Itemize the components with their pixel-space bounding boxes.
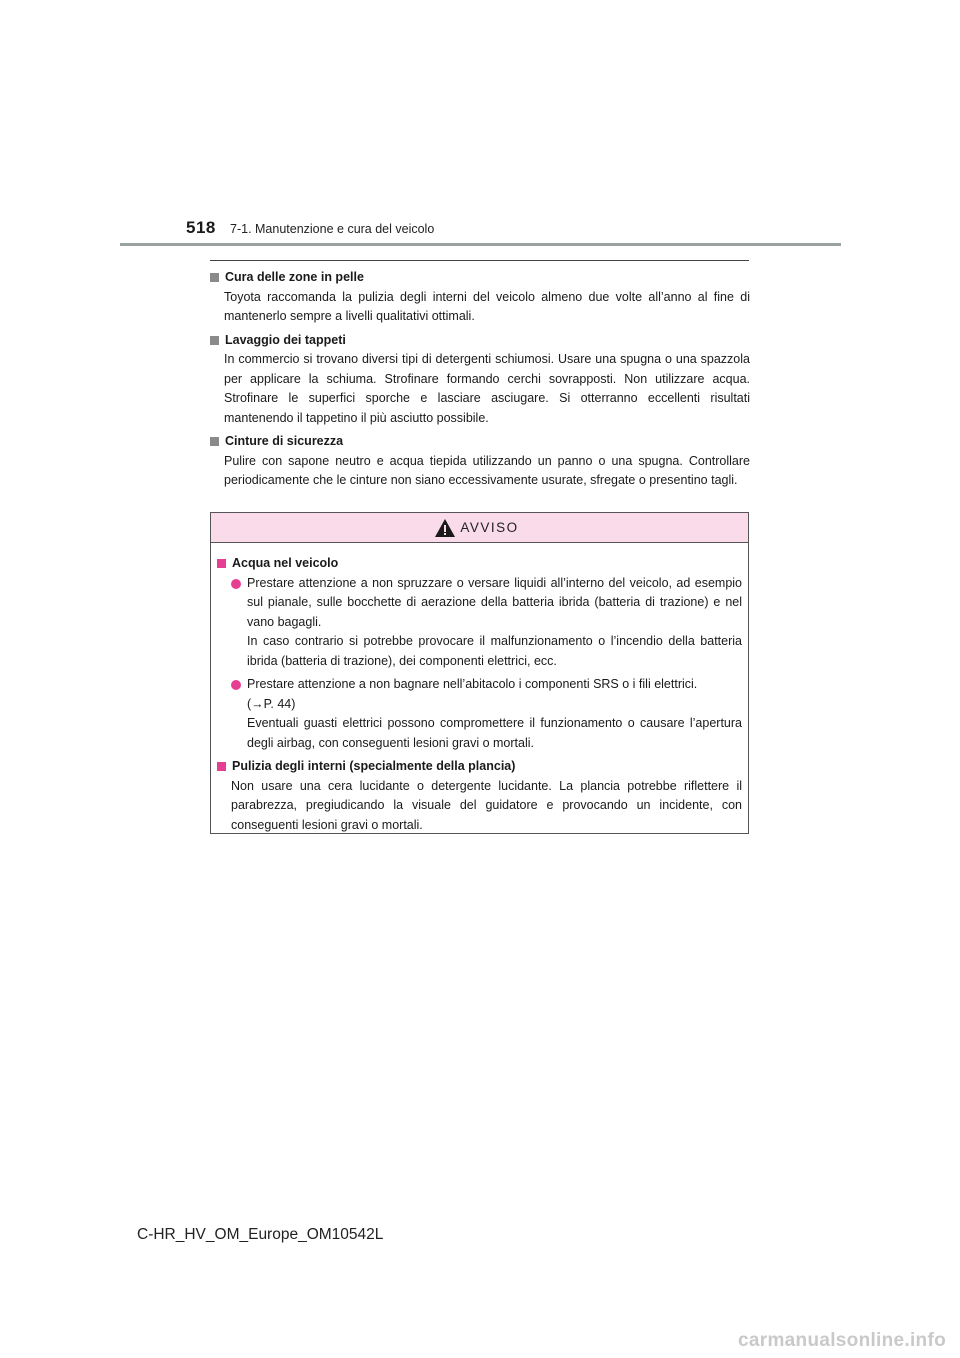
content-rule <box>210 260 749 261</box>
warning-triangle-icon <box>434 518 456 538</box>
warning-bullet-text: Prestare attenzione a non spruzzare o versare liquidi all’interno del veicolo, ad esempio sul pianale, sulle bocchette di aerazione della batteria ibrida (batteria di trazione) e nel vano bagagli. In caso contrario si potrebbe provocare il malfunzionamento o l’incendio della batteria ibrida (batteria di trazione), dei componenti elettrici, ecc. <box>247 575 742 668</box>
item-body: In commercio si trovano diversi tipi di detergenti schiumosi. Usare una spugna o una spazzola per applicare la schiuma. Strofinare formando cerchi sovrapposti. Non utilizzare acqua. Strofinare le superfici sporche e lasciare asciugare. Si otterranno eccellenti risultati mantenendo il tappetino il più asciutto possibile. <box>224 352 750 425</box>
item-title: Cinture di sicurezza <box>225 434 344 448</box>
item-body: Toyota raccomanda la pulizia degli interni del veicolo almeno due volte all’anno al fine di mantenerlo sempre a livelli qualitativi ottimali. <box>224 289 750 323</box>
warning-section-water <box>217 554 742 753</box>
header-rule <box>120 243 841 246</box>
main-content <box>210 268 750 495</box>
item-seat-belts <box>210 432 750 491</box>
square-bullet-icon <box>210 336 219 345</box>
warning-section-title: Pulizia degli interni (specialmente della plancia) <box>232 759 516 773</box>
document-code: C-HR_HV_OM_Europe_OM10542L <box>137 1226 384 1243</box>
circle-bullet-icon <box>231 680 241 690</box>
warning-bullet <box>217 574 742 672</box>
warning-section-title: Acqua nel veicolo <box>232 556 339 570</box>
square-bullet-icon <box>217 559 226 568</box>
square-bullet-icon <box>217 762 226 771</box>
warning-header <box>211 513 748 543</box>
warning-box <box>210 512 749 834</box>
warning-section-body: Non usare una cera lucidante o detergente lucidante. La plancia potrebbe riflettere il parabrezza, pregiudicando la visuale del guidatore e provocando un incidente, con conseguenti lesioni gravi o mortali. <box>231 778 742 832</box>
square-bullet-icon <box>210 273 219 282</box>
warning-content <box>211 543 748 835</box>
watermark: carmanualsonline.info <box>738 1330 946 1351</box>
warning-bullet <box>217 675 742 753</box>
item-carpet-washing <box>210 331 750 429</box>
circle-bullet-icon <box>231 579 241 589</box>
item-body: Pulire con sapone neutro e acqua tiepida utilizzando un panno o una spugna. Controllare periodicamente che le cinture non siano eccessivamente usurate, sfregate o presentino tagli. <box>224 453 750 487</box>
item-title: Cura delle zone in pelle <box>225 270 364 284</box>
square-bullet-icon <box>210 437 219 446</box>
warning-label: AVVISO <box>460 520 519 535</box>
warning-bullet-text: Prestare attenzione a non bagnare nell’abitacolo i componenti SRS o i fili elettrici. (→P. 44) Eventuali guasti elettrici possono compromettere il funzionamento o causare l’apertura degli airbag, con conseguenti lesioni gravi o mortali. <box>247 677 742 750</box>
section-title: 7-1. Manutenzione e cura del veicolo <box>230 222 435 236</box>
item-title: Lavaggio dei tappeti <box>225 332 346 347</box>
warning-section-dashboard <box>217 757 742 835</box>
item-leather-care <box>210 268 750 327</box>
page-number: 518 <box>186 218 216 237</box>
